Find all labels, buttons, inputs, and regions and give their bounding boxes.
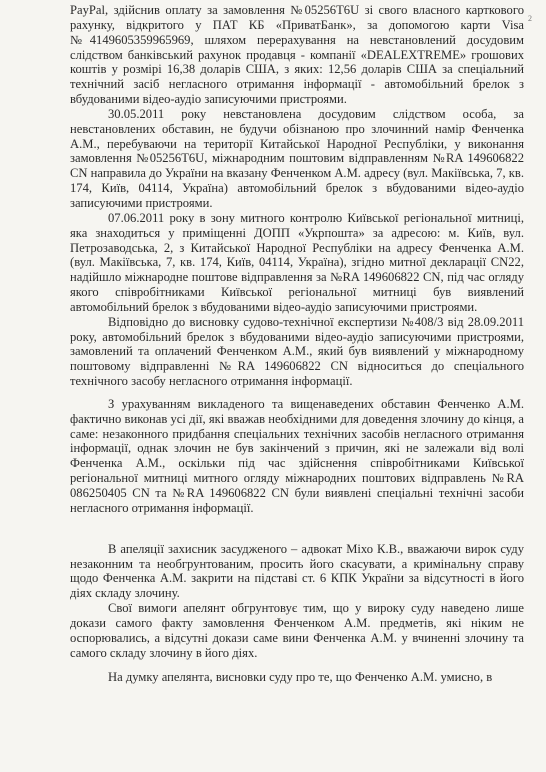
- paragraph-customs: 07.06.2011 року в зону митного контролю Київської регіональної митниці, яка знаходиться у приміщенні ДОПП «Укрпошта» за адресою: м. Київ, вул. Петрозаводська, 2, з Китайської Народної Республіки на адресу Фенченка А.М. (вул. Макіївська, 7, кв. 174, Київ, 04114, Україна), згідно митної декларації CN22, надійшло міжнародне поштове відправлення за №RA 149606822 CN, під час огляду якого співробітниками Київської регіональної митниці був виявлений автомобільний брелок з вбудованими відео-аудіо записуючими пристроями.: [70, 210, 524, 314]
- paragraph-shipment: 30.05.2011 року невстановлена досудовим слідством особа, за невстановлених обставин, не будучи обізнаною про злочинний намір Фенченка А.М., перебуваючи на території Китайської Народної Республіки, у виконання замовлення №05256T6U, міжнародним поштовим відправленням №RA 149606822 CN направила до України на вказану Фенченком А.М. адресу (вул. Макіївська, 7, кв. 174, Київ, 04114, Україна) автомобільний брелок з вбудованими відео-аудіо записуючими пристроями.: [70, 106, 524, 210]
- paragraph-expertise: Відповідно до висновку судово-технічної експертизи №408/3 від 28.09.2011 року, автомобільний брелок з вбудованими відео-аудіо записуючими пристроями, замовлений та оплачений Фенченком А.М., який був виявлений у міжнародному поштовому відправленні №RA 149606822 CN відноситься до спеціального технічного засобу негласного отримання інформації.: [70, 314, 524, 389]
- page-mark: 2: [528, 14, 532, 23]
- paragraph-appellant-opinion: На думку апелянта, висновки суду про те, що Фенченко А.М. умисно, в: [108, 670, 493, 685]
- paragraph-payment: PayPal, здійснив оплату за замовлення №05256T6U зі свого власного карткового рахунку, відкритого у ПАТ КБ «ПриватБанк», за допомогою карти Visa №4149605359965969, шляхом перерахування на невстановлений досудовим слідством банківський рахунок продавця - компанії «DEALEXTREME» грошових коштів у розмірі 16,38 доларів США, з яких: 12,56 доларів США за спеціальний технічний засіб негласного отримання інформації - автомобільний брелок з вбудованими відео-аудіо записуючими пристроями.: [70, 3, 524, 107]
- paragraph-conclusion: З урахуванням викладеного та вищенаведених обставин Фенченко А.М. фактично виконав усі дії, які вважав необхідними для доведення злочину до кінця, а саме: незаконного придбання спеціальних технічних засобів негласного отримання інформації, однак злочин не був закінчений з причин, які не залежали від волі Фенченка А.М., оскільки під час здійснення співробітниками Київської регіональної митниці митного огляду міжнародних поштових відправлень №RA 086250405 CN та №RA 149606822 CN були виявлені спеціальні технічні засоби негласного отримання інформації.: [70, 396, 524, 515]
- paragraph-appeal-grounds: Свої вимоги апелянт обгрунтовує тим, що у вироку суду наведено лише докази самого факту замовлення Фенченком А.М. предметів, які ніким не оспорювались, а відсутні докази саме вини Фенченка А.М. у вчиненні злочину та самого складу злочину в його діях.: [70, 601, 524, 660]
- paragraph-appeal: В апеляції захисник засудженого – адвокат Міхо К.В., вважаючи вирок суду незаконним та необгрунтованим, просить його скасувати, а кримінальну справу щодо Фенченка А.М. закрити на підставі ст. 6 КПК України за відсутності в його діях складу злочину.: [70, 541, 524, 601]
